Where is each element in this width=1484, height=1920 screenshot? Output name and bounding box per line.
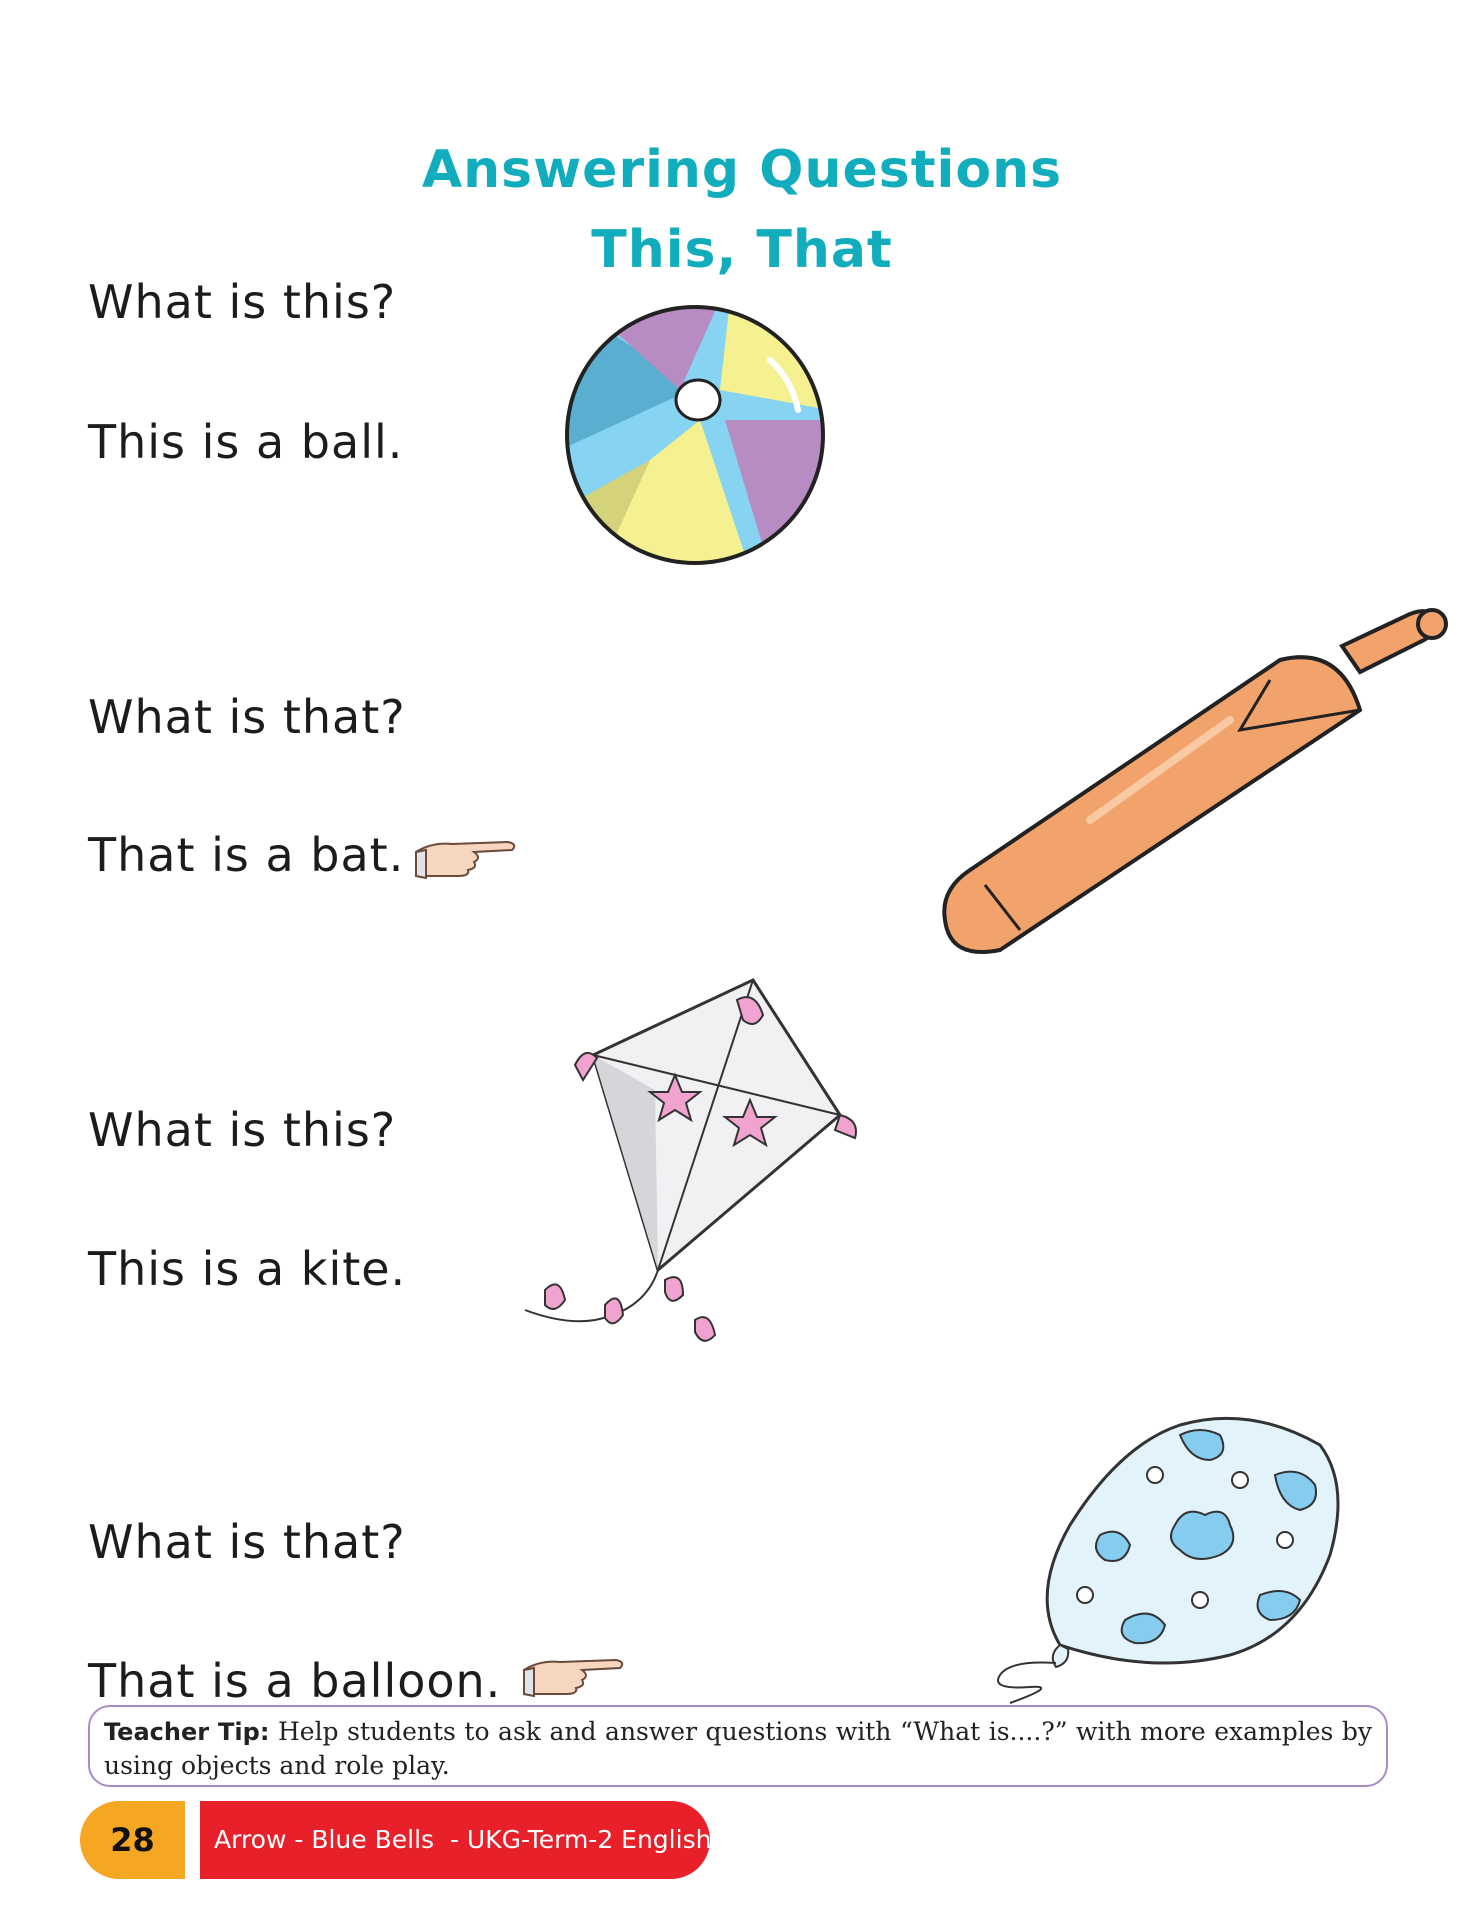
teacher-tip-label: Teacher Tip:	[104, 1718, 270, 1746]
ball-icon	[560, 300, 830, 570]
question-2: What is that?	[88, 690, 406, 744]
answer-4: That is a balloon.	[88, 1654, 502, 1708]
book-title: Arrow - Blue Bells - UKG-Term-2 English	[200, 1801, 710, 1879]
page-subtitle: This, That	[591, 220, 893, 280]
pointing-hand-icon	[412, 830, 522, 882]
cricket-bat-icon	[940, 600, 1470, 960]
answer-2: That is a bat.	[88, 828, 405, 882]
teacher-tip-text: Help students to ask and answer questions with “What is....?” with more examples by using objects and role play.	[104, 1717, 1372, 1780]
kite-icon	[505, 970, 865, 1370]
balloon-icon	[990, 1405, 1360, 1705]
question-4: What is that?	[88, 1515, 406, 1569]
question-3: What is this?	[88, 1103, 397, 1157]
pointing-hand-icon	[520, 1648, 630, 1700]
answer-3: This is a kite.	[88, 1242, 407, 1296]
page-number: 28	[80, 1801, 185, 1879]
page-title: Answering Questions	[421, 140, 1063, 200]
answer-1: This is a ball.	[88, 415, 404, 469]
teacher-tip-box	[88, 1705, 1388, 1787]
question-1: What is this?	[88, 275, 397, 329]
